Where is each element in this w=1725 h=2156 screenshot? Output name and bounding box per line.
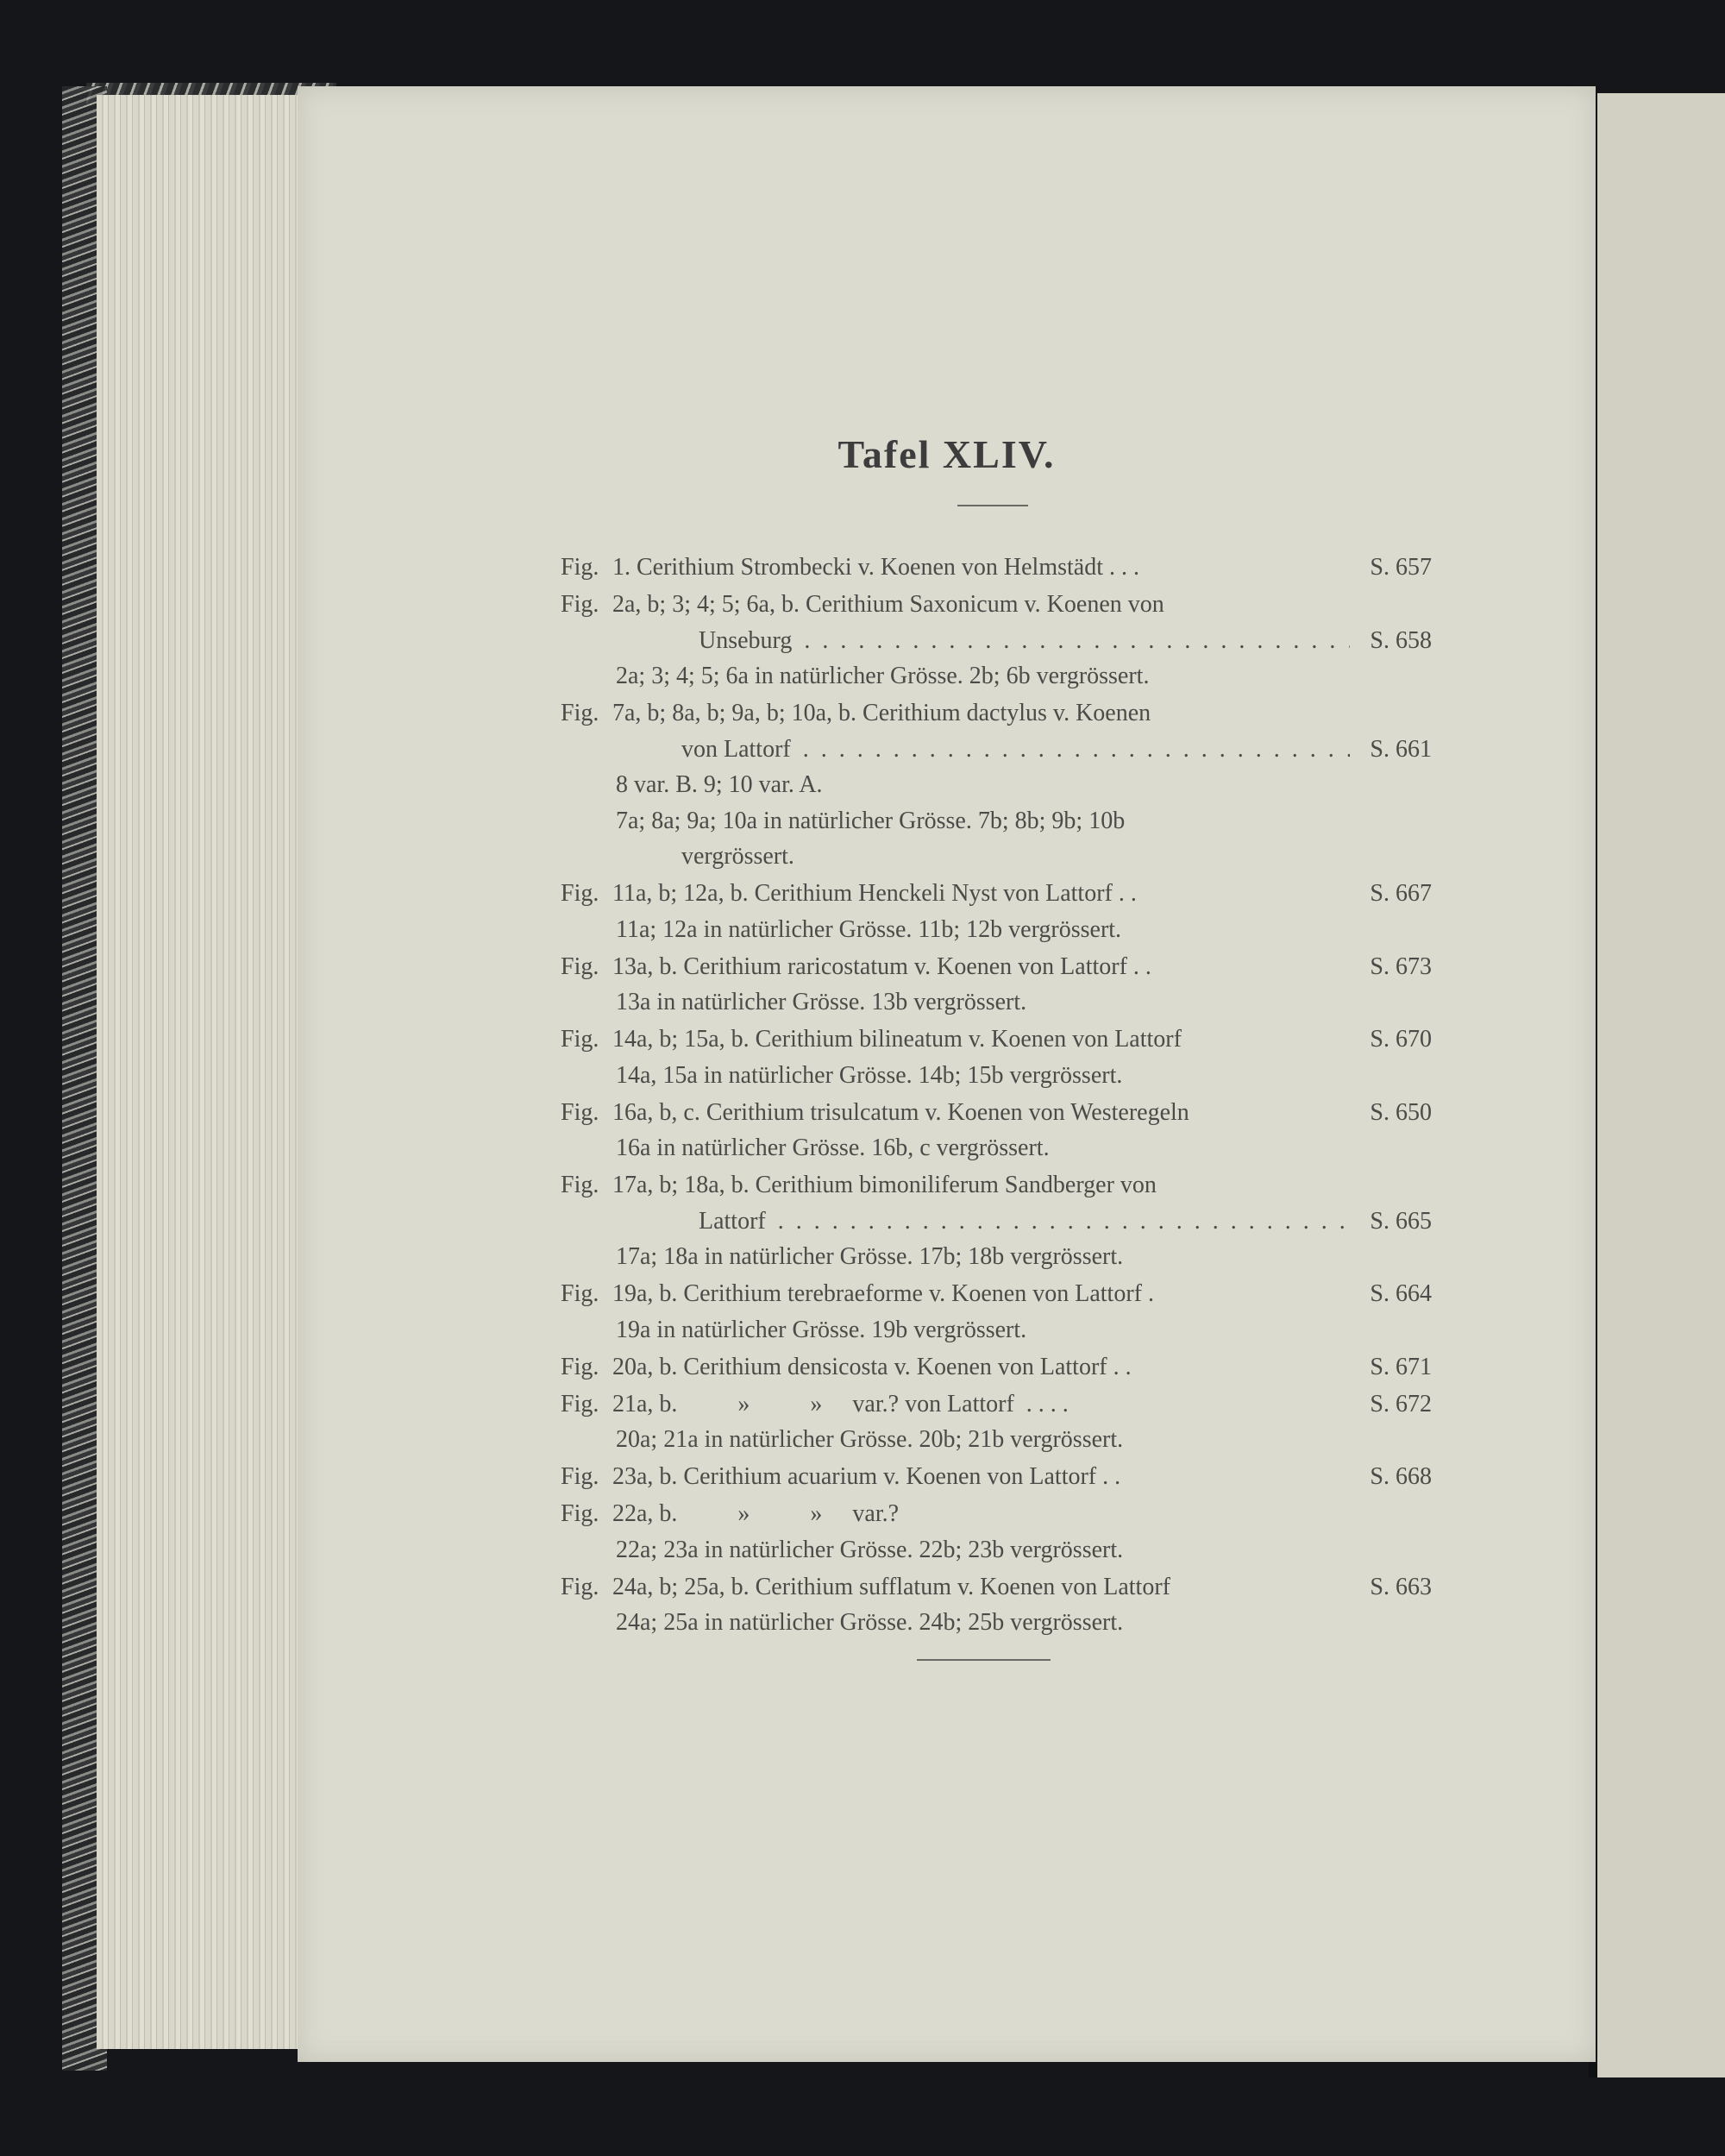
entry-line: 2a, b; 3; 4; 5; 6a, b. Cerithium Saxonicum v. Koenen von bbox=[612, 591, 1164, 618]
figure-entry bbox=[561, 695, 1432, 875]
fig-label: Fig. bbox=[561, 1353, 599, 1380]
title-rule bbox=[957, 505, 1028, 506]
entry-line: 7a, b; 8a, b; 9a, b; 10a, b. Cerithium dactylus v. Koenen bbox=[612, 700, 1151, 726]
page-ref: S. 668 bbox=[1370, 1463, 1432, 1490]
entry-line: 2a; 3; 4; 5; 6a in natürlicher Grösse. 2b; 6b vergrössert. bbox=[616, 663, 1150, 689]
fig-label: Fig. bbox=[561, 1573, 599, 1600]
figure-entry bbox=[561, 1095, 1432, 1166]
entry-line: 13a in natürlicher Grösse. 13b vergrössert. bbox=[616, 989, 1027, 1015]
page-ref: S. 657 bbox=[1370, 554, 1432, 581]
plate-title: Tafel XLIV. bbox=[837, 432, 1056, 476]
figure-entry bbox=[561, 550, 1432, 586]
entry-line: von Lattorf bbox=[681, 735, 791, 763]
page-ref: S. 650 bbox=[1370, 1098, 1432, 1126]
fig-label: Fig. bbox=[561, 1500, 599, 1527]
entry-line: vergrössert. bbox=[681, 843, 794, 870]
entry-line: 14a, 15a in natürlicher Grösse. 14b; 15b vergrössert. bbox=[616, 1061, 1123, 1089]
figure-entry bbox=[561, 1459, 1432, 1495]
entry-line: 22a, b. » » var.? bbox=[612, 1500, 900, 1527]
facing-page-edge bbox=[1589, 93, 1725, 2077]
entry-line: 23a, b. Cerithium acuarium v. Koenen von Lattorf . . bbox=[612, 1463, 1121, 1490]
page-ref: S. 670 bbox=[1370, 1026, 1432, 1053]
entry-line: 24a, b; 25a, b. Cerithium sufflatum v. Koenen von Lattorf bbox=[612, 1573, 1170, 1600]
fig-label: Fig. bbox=[561, 1280, 599, 1307]
entry-line: 24a; 25a in natürlicher Grösse. 24b; 25b vergrössert. bbox=[616, 1609, 1124, 1636]
figure-entry bbox=[561, 1021, 1432, 1093]
entry-line: 22a; 23a in natürlicher Grösse. 22b; 23b vergrössert. bbox=[616, 1536, 1124, 1563]
entry-line: Unseburg bbox=[699, 626, 793, 654]
page-ref: S. 671 bbox=[1370, 1353, 1432, 1380]
entry-line: 1. Cerithium Strombecki v. Koenen von Helmstädt . . . bbox=[612, 554, 1139, 581]
fig-label: Fig. bbox=[561, 952, 599, 980]
entry-line: 17a, b; 18a, b. Cerithium bimoniliferum Sandberger von bbox=[612, 1172, 1157, 1198]
figure-entry bbox=[561, 949, 1432, 1021]
page-ref: S. 667 bbox=[1370, 880, 1432, 907]
figure-entry bbox=[561, 1167, 1432, 1275]
fig-label: Fig. bbox=[561, 554, 599, 581]
entry-line: 16a, b, c. Cerithium trisulcatum v. Koenen von Westeregeln bbox=[612, 1098, 1189, 1126]
page-ref: S. 664 bbox=[1370, 1280, 1432, 1307]
page-ref: S. 672 bbox=[1370, 1390, 1432, 1417]
fig-label: Fig. bbox=[561, 1098, 599, 1126]
entry-line: 19a in natürlicher Grösse. 19b vergrössert. bbox=[616, 1316, 1027, 1343]
entry-line: 11a, b; 12a, b. Cerithium Henckeli Nyst von Lattorf . . bbox=[612, 880, 1137, 907]
entry-line: 14a, b; 15a, b. Cerithium bilineatum v. Koenen von Lattorf bbox=[612, 1026, 1182, 1053]
fig-label: Fig. bbox=[561, 1172, 599, 1198]
end-rule bbox=[917, 1659, 1051, 1661]
page-ref: S. 663 bbox=[1370, 1573, 1432, 1600]
fig-label: Fig. bbox=[561, 1026, 599, 1053]
fig-label: Fig. bbox=[561, 1463, 599, 1490]
page-ref: S. 665 bbox=[1370, 1207, 1432, 1235]
fig-label: Fig. bbox=[561, 1390, 599, 1417]
entry-line: 20a, b. Cerithium densicosta v. Koenen von Lattorf . . bbox=[612, 1353, 1132, 1380]
entry-line: 17a; 18a in natürlicher Grösse. 17b; 18b vergrössert. bbox=[616, 1243, 1124, 1270]
fig-label: Fig. bbox=[561, 880, 599, 907]
figure-entry bbox=[561, 1276, 1432, 1348]
entry-line: 16a in natürlicher Grösse. 16b, c vergrössert. bbox=[616, 1135, 1050, 1161]
entry-line: 19a, b. Cerithium terebraeforme v. Koenen von Lattorf . bbox=[612, 1280, 1154, 1307]
entry-line: 21a, b. » » var.? von Lattorf . . . . bbox=[612, 1390, 1069, 1417]
page-ref: S. 658 bbox=[1370, 626, 1432, 654]
figure-entry bbox=[561, 587, 1432, 695]
entry-line: 11a; 12a in natürlicher Grösse. 11b; 12b vergrössert. bbox=[616, 915, 1122, 943]
page-ref: S. 673 bbox=[1370, 952, 1432, 980]
page-ref: S. 661 bbox=[1370, 735, 1432, 763]
figure-list bbox=[561, 550, 1432, 1642]
entry-line: 8 var. B. 9; 10 var. A. bbox=[616, 771, 823, 798]
figure-entry bbox=[561, 1569, 1432, 1641]
figure-entry bbox=[561, 876, 1432, 947]
fig-label: Fig. bbox=[561, 591, 599, 618]
entry-line: 13a, b. Cerithium raricostatum v. Koenen von Lattorf . . bbox=[612, 952, 1151, 980]
figure-entry bbox=[561, 1496, 1432, 1568]
entry-line: Lattorf bbox=[699, 1207, 766, 1235]
fig-label: Fig. bbox=[561, 700, 599, 726]
figure-entry bbox=[561, 1386, 1432, 1458]
figure-entry bbox=[561, 1349, 1432, 1386]
entry-line: 20a; 21a in natürlicher Grösse. 20b; 21b vergrössert. bbox=[616, 1426, 1124, 1453]
entry-line: 7a; 8a; 9a; 10a in natürlicher Grösse. 7b; 8b; 9b; 10b bbox=[616, 807, 1126, 834]
